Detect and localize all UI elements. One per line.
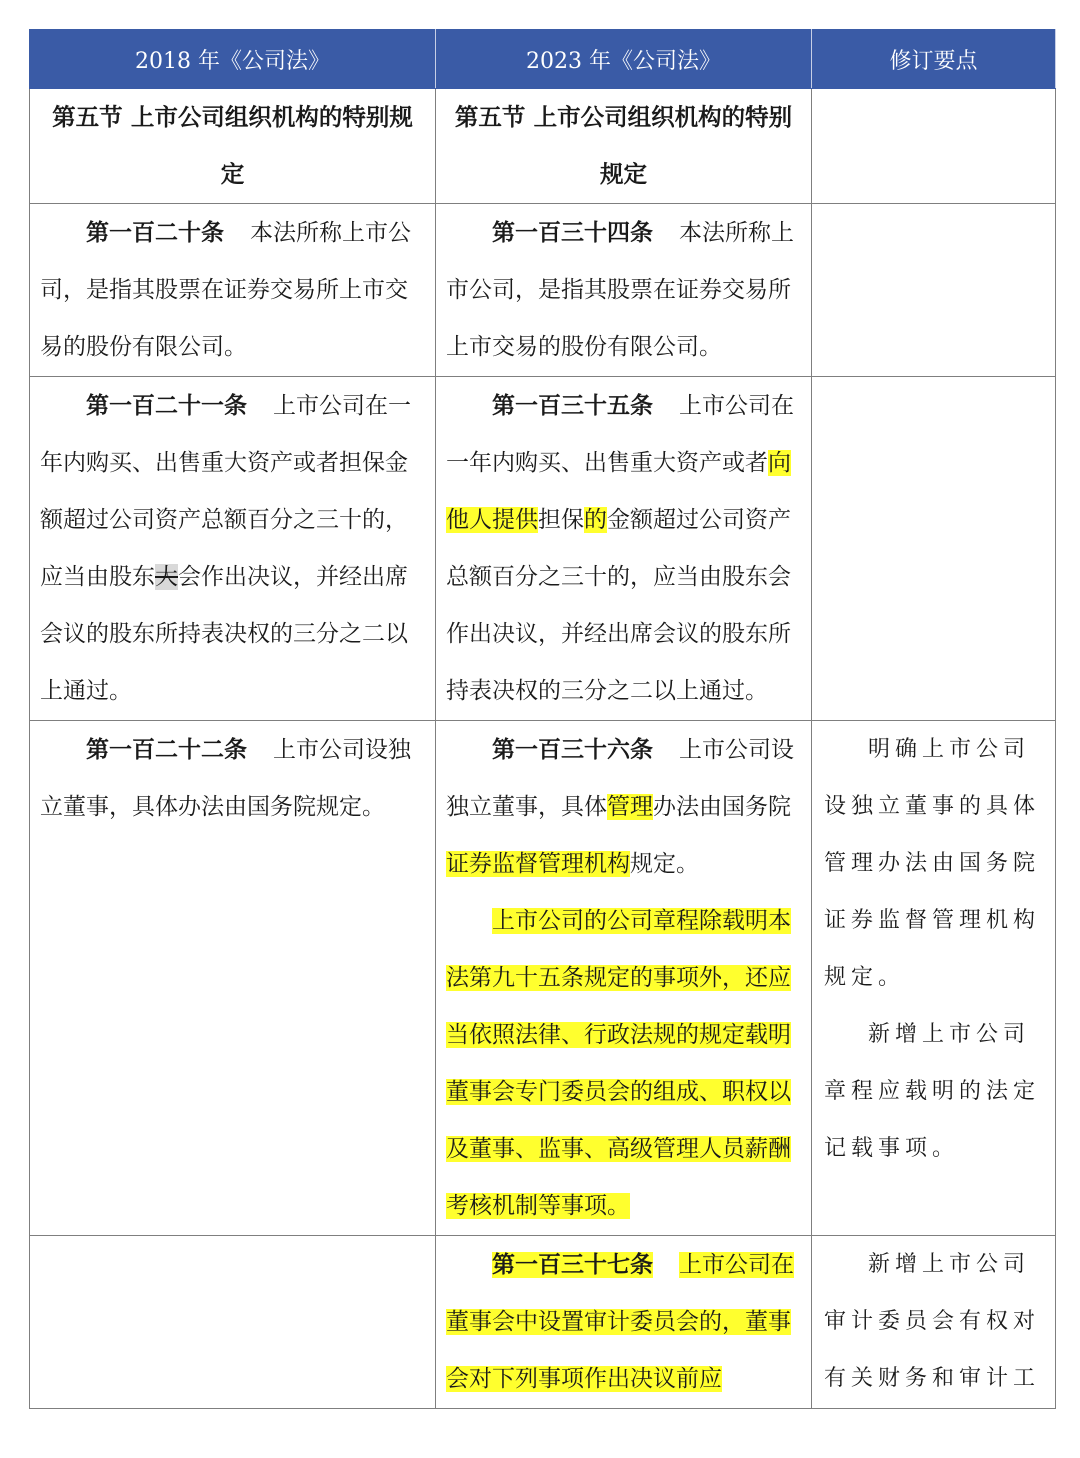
deleted-text: 大	[155, 564, 178, 590]
article-number: 第一百三十六条	[492, 736, 653, 763]
article-text: 上市公司设独立董事，具体办法由国务院规定。	[40, 737, 411, 820]
header-2023: 2023 年《公司法》	[436, 30, 812, 89]
article-text: 本法所称上市公司，是指其股票在证券交易所上市交易的股份有限公司。	[40, 220, 411, 360]
article-number: 第一百二十一条	[86, 392, 247, 419]
notes-cell	[812, 204, 1056, 377]
article-number: 第一百三十五条	[492, 392, 653, 419]
article-text: 办法由国务院	[653, 794, 791, 820]
article-number: 第一百三十四条	[492, 219, 653, 246]
article-text: 金额超过公司资产总额百分之三十的，应当由股东会作出决议，并经出席会议的股东所持表决权的三分之二以上通过。	[446, 507, 791, 704]
article-old-cell	[30, 1236, 436, 1409]
article-text: 本法所称上市公司，是指其股票在证券交易所上市交易的股份有限公司。	[446, 220, 794, 360]
article-number: 第一百二十二条	[86, 736, 247, 763]
law-comparison-table	[29, 29, 1056, 1409]
article-text: 担保	[538, 507, 584, 533]
article-text: 规定。	[630, 851, 699, 877]
article-text: 上市公司设独立董事，具体	[446, 737, 794, 820]
highlighted-text: 向他人提供	[446, 450, 791, 533]
table-row	[30, 1236, 1056, 1409]
notes-cell	[812, 721, 1056, 1236]
article-old-cell	[30, 204, 436, 377]
notes-cell	[812, 377, 1056, 721]
revision-note: 新增上市公司章程应载明的法定记载事项。	[824, 1022, 1041, 1161]
article-old-cell	[30, 377, 436, 721]
header-2018: 2018 年《公司法》	[30, 30, 436, 89]
article-new-cell	[436, 204, 812, 377]
article-number: 第一百二十条	[86, 219, 224, 246]
article-text: 上市公司在一年内购买、出售重大资产或者担保金额超过公司资产总额百分之三十的，应当由股东	[40, 393, 411, 590]
highlighted-text: 证券监督管理机构	[446, 851, 630, 877]
article-text: 上市公司在一年内购买、出售重大资产或者	[446, 393, 794, 476]
highlighted-text: 管理	[607, 794, 653, 820]
header-notes: 修订要点	[812, 30, 1056, 89]
header-row	[30, 30, 1056, 89]
section-title-2023: 第五节 上市公司组织机构的特别规定	[436, 89, 812, 204]
highlighted-text: 上市公司在董事会中设置审计委员会的，董事会对下列事项作出决议前应	[446, 1252, 794, 1392]
table-row	[30, 721, 1056, 1236]
table-row	[30, 204, 1056, 377]
article-number: 第一百三十七条	[492, 1251, 653, 1278]
section-row	[30, 89, 1056, 204]
article-old-cell	[30, 721, 436, 1236]
revision-note: 明确上市公司设独立董事的具体管理办法由国务院证券监督管理机构规定。	[824, 737, 1041, 990]
highlighted-paragraph: 上市公司的公司章程除载明本法第九十五条规定的事项外，还应当依照法律、行政法规的规定载明董事会专门委员会的组成、职权以及董事、监事、高级管理人员薪酬考核机制等事项。	[446, 908, 791, 1219]
table-row	[30, 377, 1056, 721]
section-title-2018: 第五节 上市公司组织机构的特别规定	[30, 89, 436, 204]
article-new-cell	[436, 1236, 812, 1409]
article-new-cell	[436, 377, 812, 721]
revision-note: 新增上市公司审计委员会有权对有关财务和审计工	[824, 1252, 1041, 1391]
article-text: 会作出决议，并经出席会议的股东所持表决权的三分之二以上通过。	[40, 564, 408, 704]
article-new-cell	[436, 721, 812, 1236]
notes-cell	[812, 1236, 1056, 1409]
section-notes-empty	[812, 89, 1056, 204]
highlighted-text: 的	[584, 507, 607, 533]
